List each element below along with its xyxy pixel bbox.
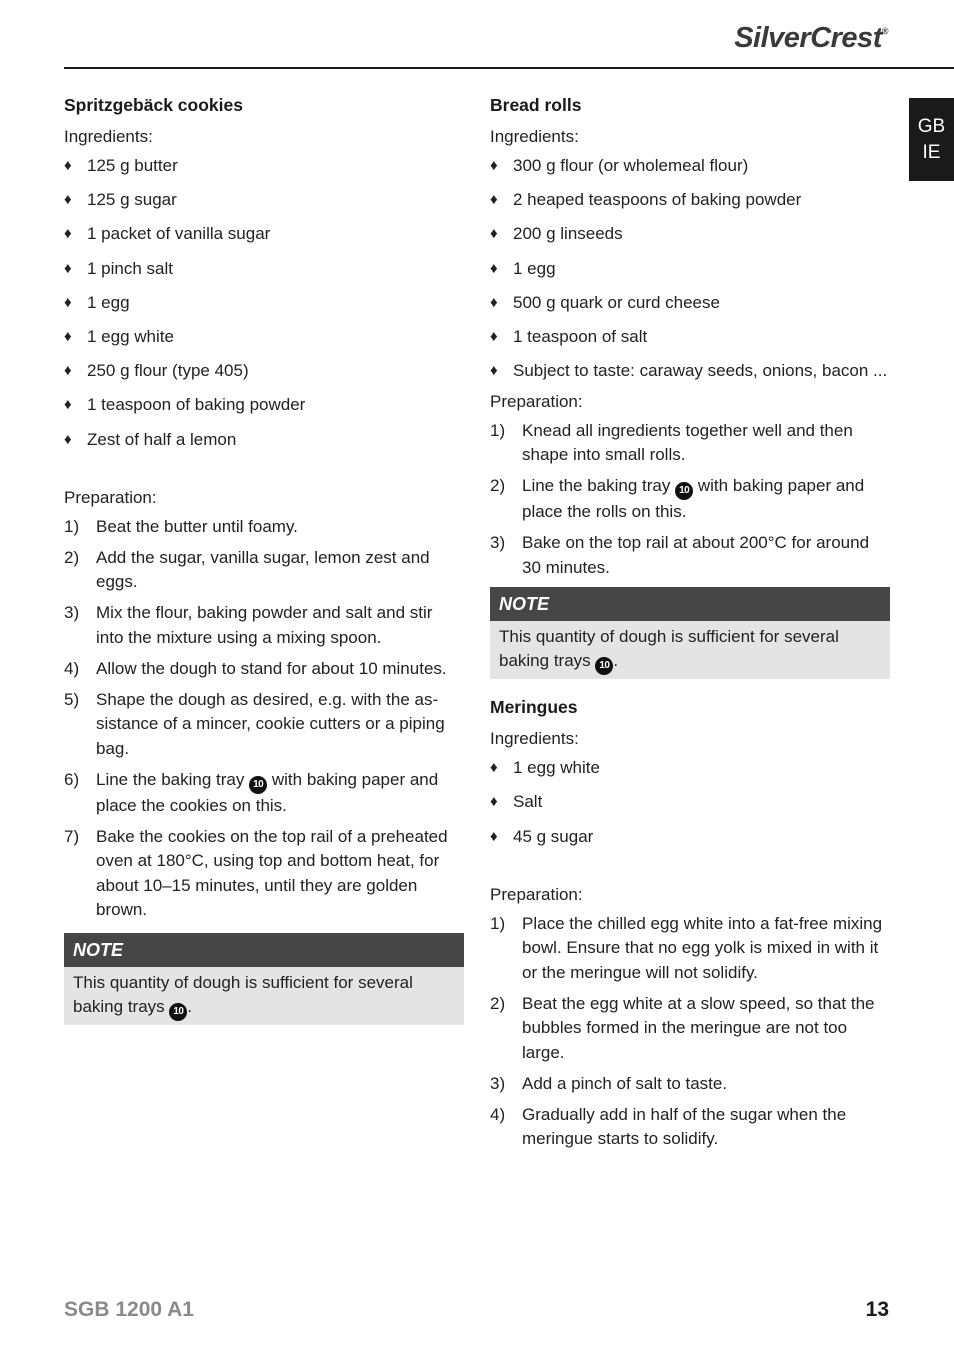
bullet-icon: ♦ <box>64 327 72 345</box>
ingredients-label: Ingredients: <box>64 127 153 146</box>
bullet-icon: ♦ <box>64 430 72 448</box>
left-column <box>64 92 464 1025</box>
recipe-title: Spritzgebäck cookies <box>64 95 243 115</box>
list-item: ♦ 1 pinch salt <box>64 257 464 282</box>
list-item: ♦ 1 egg white <box>64 325 464 350</box>
bullet-icon: ♦ <box>490 293 498 311</box>
step-item: 1) Place the chilled egg white into a fat-free mixing bowl. Ensure that no egg yolk is mixed in with it or the meringue will not solidify. <box>490 913 883 982</box>
ingredients-label: Ingredients: <box>490 729 579 749</box>
baking-tray-ref-icon: 10 <box>675 482 693 500</box>
bullet-icon: ♦ <box>490 793 498 811</box>
step-item: 2) Add the sugar, vanilla sugar, lemon zest and eggs. <box>64 547 430 592</box>
step-item: 4) Allow the dough to stand for about 10 minutes. <box>64 658 447 678</box>
preparation-label: Preparation: <box>490 391 583 411</box>
note-box <box>64 933 464 1026</box>
step-item: 2) Beat the egg white at a slow speed, so that the bubbles formed in the meringue are not too large. <box>490 993 875 1062</box>
note-text: This quantity of dough is sufficient for several baking trays 10 . <box>490 621 890 680</box>
step-item: 4) Gradually add in half of the sugar when the meringue starts to solidify. <box>490 1104 847 1149</box>
list-item: ♦ 1 teaspoon of salt <box>490 325 890 350</box>
list-item: ♦ 125 g sugar <box>64 188 464 213</box>
header-rule <box>64 67 954 69</box>
list-item: ♦ 1 egg <box>490 257 890 282</box>
step-item: 1) Knead all ingredients together well and then shape into small rolls. <box>490 420 853 465</box>
baking-tray-ref-icon: 10 <box>595 657 613 675</box>
bullet-icon: ♦ <box>490 225 498 243</box>
bullet-icon: ♦ <box>490 157 498 174</box>
bullet-icon: ♦ <box>490 259 498 277</box>
bullet-icon: ♦ <box>490 191 498 209</box>
brand-logo: SilverCrest® <box>734 22 888 54</box>
list-item: ♦ 200 g linseeds <box>490 222 890 247</box>
language-tab <box>909 98 954 181</box>
step-item: 5) Shape the dough as desired, e.g. with the as-sistance of a mincer, cookie cutters or a piping bag. <box>64 689 445 758</box>
list-item: ♦ 1 egg <box>64 291 464 316</box>
list-item: ♦ 125 g butter <box>64 154 464 179</box>
bullet-icon: ♦ <box>64 225 72 243</box>
list-item: ♦ 250 g flour (type 405) <box>64 359 464 384</box>
right-column <box>490 92 890 1158</box>
page-number: 13 <box>865 1298 889 1321</box>
list-item: ♦ 500 g quark or curd cheese <box>490 291 890 316</box>
list-item: ♦ 1 egg white <box>490 756 890 781</box>
preparation-label: Preparation: <box>490 884 583 904</box>
note-box <box>490 587 890 680</box>
steps-list <box>490 912 890 1152</box>
step-item: 1) Beat the butter until foamy. <box>64 516 298 536</box>
list-item: ♦ 2 heaped teaspoons of baking powder <box>490 188 890 213</box>
steps-list <box>490 419 890 581</box>
note-heading: NOTE <box>64 933 464 967</box>
baking-tray-ref-icon: 10 <box>169 1003 187 1021</box>
step-item: 6) Line the baking tray 10 with baking paper and place the cookies on this. <box>64 769 439 815</box>
note-heading: NOTE <box>490 587 890 621</box>
bullet-icon: ♦ <box>490 827 498 845</box>
list-item: ♦ 1 packet of vanilla sugar <box>64 222 464 247</box>
language-tab-ie: IE <box>922 141 941 163</box>
step-item: 3) Bake on the top rail at about 200°C for around 30 minutes. <box>490 533 870 577</box>
step-item: 3) Mix the flour, baking powder and salt and stir into the mixture using a mixing spoon. <box>64 603 433 647</box>
baking-tray-ref-icon: 10 <box>249 776 267 794</box>
ingredients-label: Ingredients: <box>490 127 579 146</box>
bullet-icon: ♦ <box>64 396 72 414</box>
recipe-title: Meringues <box>490 697 578 718</box>
list-item: ♦ Salt <box>490 790 890 815</box>
language-tab-gb: GB <box>917 115 946 137</box>
list-item: ♦ Subject to taste: caraway seeds, onions, bacon ... <box>490 359 890 384</box>
note-text: This quantity of dough is sufficient for several baking trays 10 . <box>64 967 464 1026</box>
bullet-icon: ♦ <box>64 259 72 277</box>
bullet-icon: ♦ <box>490 759 498 777</box>
bullet-icon: ♦ <box>64 362 72 380</box>
bullet-icon: ♦ <box>490 362 498 380</box>
step-item: 2) Line the baking tray 10 with baking paper and place the rolls on this. <box>490 476 865 522</box>
preparation-label: Preparation: <box>64 487 157 507</box>
bullet-icon: ♦ <box>64 157 72 174</box>
model-number: SGB 1200 A1 <box>64 1298 194 1321</box>
list-item: ♦ 45 g sugar <box>490 825 890 850</box>
steps-list <box>64 515 464 923</box>
list-item: ♦ Zest of half a lemon <box>64 428 464 453</box>
ingredients-list <box>490 154 890 384</box>
step-item: 7) Bake the cookies on the top rail of a preheated oven at 180°C, using top and bottom heat, for about 10–15 minutes, until they are golden brown. <box>64 826 448 920</box>
list-item: ♦ 300 g flour (or wholemeal flour) <box>490 154 890 179</box>
list-item: ♦ 1 teaspoon of baking powder <box>64 393 464 418</box>
ingredients-list <box>64 154 464 452</box>
step-item: 3) Add a pinch of salt to taste. <box>490 1073 728 1093</box>
bullet-icon: ♦ <box>490 327 498 345</box>
ingredients-list <box>490 756 890 849</box>
recipe-title: Bread rolls <box>490 95 582 115</box>
bullet-icon: ♦ <box>64 191 72 209</box>
bullet-icon: ♦ <box>64 293 72 311</box>
